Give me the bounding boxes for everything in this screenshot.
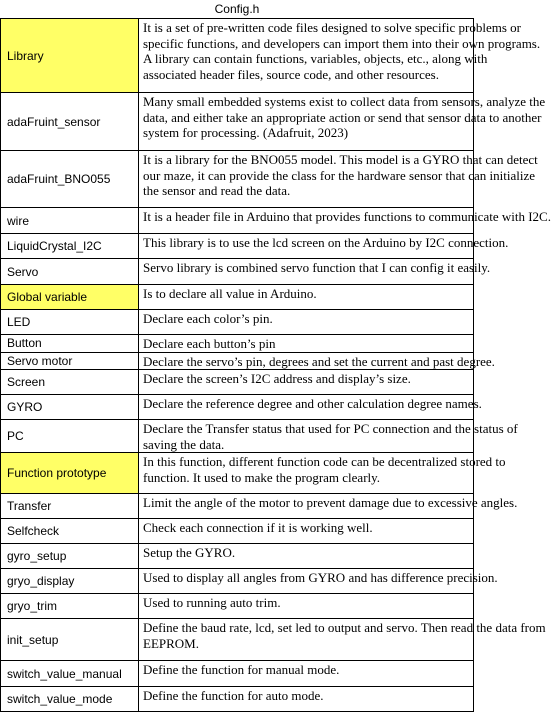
item-description-cell: [139, 494, 518, 519]
item-name-cell: switch_value_mode: [1, 687, 139, 712]
description-line: specific functions, and developers can import them into their own programs.: [143, 35, 541, 51]
description-line: A library can contain functions, variables, objects, etc., along with: [143, 51, 488, 66]
table-row: [1, 310, 474, 335]
description-line: Define the function for auto mode.: [143, 688, 324, 703]
description-line: Used to display all angles from GYRO and has difference precision.: [143, 570, 498, 585]
description-line: Is to declare all value in Arduino.: [143, 286, 317, 301]
description-line: saving the data.: [143, 436, 225, 452]
description-line: Declare each button’s pin: [143, 336, 276, 351]
item-name-cell: Servo: [1, 259, 139, 285]
item-description-cell: [139, 661, 474, 687]
description-line: Used to running auto trim.: [143, 595, 281, 610]
table-row: [1, 352, 474, 370]
description-line: EEPROM.: [143, 635, 199, 651]
item-description-cell: [139, 619, 546, 661]
table-row: [1, 494, 474, 519]
description-line: associated header files, source code, and other resources.: [143, 66, 439, 82]
table-row: [1, 395, 474, 420]
table-row: [1, 151, 474, 208]
item-name-cell: Transfer: [1, 494, 139, 519]
table-row: [1, 19, 474, 93]
document-title: Config.h: [0, 0, 474, 18]
description-line: Declare the reference degree and other calculation degree names.: [143, 396, 482, 411]
table-row: [1, 453, 474, 494]
section-header-cell: Function prototype: [1, 453, 139, 494]
table-row: [1, 93, 474, 151]
item-name-cell: wire: [1, 208, 139, 234]
config-table-body: [1, 19, 551, 712]
item-description-cell: [139, 395, 482, 420]
table-row: [1, 335, 474, 353]
item-name-cell: gyro_setup: [1, 544, 139, 569]
table-row: [1, 420, 474, 453]
item-description-cell: [139, 234, 509, 259]
item-name-cell: gryo_trim: [1, 594, 139, 619]
description-line: Declare the screen’s I2C address and display’s size.: [143, 371, 411, 386]
description-line: Declare the servo’s pin, degrees and set the current and past degree.: [143, 353, 495, 369]
table-row: [1, 519, 474, 544]
item-description-cell: [139, 335, 474, 353]
item-name-cell: gryo_display: [1, 569, 139, 594]
item-description-cell: [139, 208, 551, 234]
description-line: Limit the angle of the motor to prevent damage due to excessive angles.: [143, 495, 518, 510]
item-name-cell: LiquidCrystal_I2C: [1, 234, 139, 259]
item-description-cell: [139, 93, 546, 151]
table-row: [1, 544, 474, 569]
item-description-cell: [139, 420, 518, 453]
item-name-cell: LED: [1, 310, 139, 335]
item-description-cell: [139, 259, 491, 285]
description-line: Define the baud rate, lcd, set led to output and servo. Then read the data from: [143, 620, 546, 635]
item-name-cell: Servo motor: [1, 352, 139, 370]
config-table: [0, 18, 551, 712]
description-line: This library is to use the lcd screen on the Arduino by I2C connection.: [143, 235, 509, 250]
item-description-cell: [139, 594, 474, 619]
description-line: data, and either take an appropriate action or send that sensor data to another: [143, 109, 542, 125]
section-header-cell: Global variable: [1, 285, 139, 310]
item-description-cell: [139, 151, 538, 208]
item-description-cell: [139, 453, 506, 494]
description-line: our maze, it can provide the class for the hardware sensor that can initialize: [143, 167, 536, 183]
table-row: [1, 687, 474, 712]
item-name-cell: Screen: [1, 370, 139, 395]
item-name-cell: Selfcheck: [1, 519, 139, 544]
item-description-cell: [139, 519, 474, 544]
item-description-cell: [139, 370, 474, 395]
description-line: Servo library is combined servo function that I can config it easily.: [143, 260, 491, 275]
item-name-cell: adaFruint_BNO055: [1, 151, 139, 208]
item-name-cell: init_setup: [1, 619, 139, 661]
table-row: [1, 569, 474, 594]
description-line: the sensor and read the data.: [143, 183, 291, 198]
table-row: [1, 285, 474, 310]
description-line: Declare the Transfer status that used for PC connection and the status of: [143, 421, 518, 436]
description-line: Setup the GYRO.: [143, 545, 236, 560]
description-line: Many small embedded systems exist to collect data from sensors, analyze the: [143, 94, 546, 109]
item-description-cell: [139, 310, 474, 335]
description-line: function. It used to make the program clearly.: [143, 469, 381, 485]
item-description-cell: [139, 352, 495, 370]
item-description-cell: [139, 687, 474, 712]
section-header-cell: Library: [1, 19, 139, 93]
item-description-cell: [139, 544, 474, 569]
table-row: [1, 661, 474, 687]
item-description-cell: [139, 569, 498, 594]
table-row: [1, 208, 474, 234]
item-description-cell: [139, 19, 541, 93]
item-name-cell: PC: [1, 420, 139, 453]
description-line: In this function, different function code can be decentralized stored to: [143, 454, 506, 469]
table-row: [1, 234, 474, 259]
description-line: Define the function for manual mode.: [143, 662, 340, 677]
item-description-cell: [139, 285, 474, 310]
description-line: It is a library for the BNO055 model. This model is a GYRO that can detect: [143, 152, 538, 167]
table-row: [1, 619, 474, 661]
item-name-cell: GYRO: [1, 395, 139, 420]
table-row: [1, 370, 474, 395]
description-line: Declare each color’s pin.: [143, 311, 273, 326]
item-name-cell: adaFruint_sensor: [1, 93, 139, 151]
description-line: Check each connection if it is working well.: [143, 520, 373, 535]
table-row: [1, 259, 474, 285]
description-line: It is a set of pre-written code files designed to solve specific problems or: [143, 20, 521, 35]
description-line: It is a header file in Arduino that provides functions to communicate with I2C.: [143, 209, 551, 224]
table-row: [1, 594, 474, 619]
description-line: system for processing. (Adafruit, 2023): [143, 125, 349, 140]
item-name-cell: switch_value_manual: [1, 661, 139, 687]
item-name-cell: Button: [1, 335, 139, 353]
